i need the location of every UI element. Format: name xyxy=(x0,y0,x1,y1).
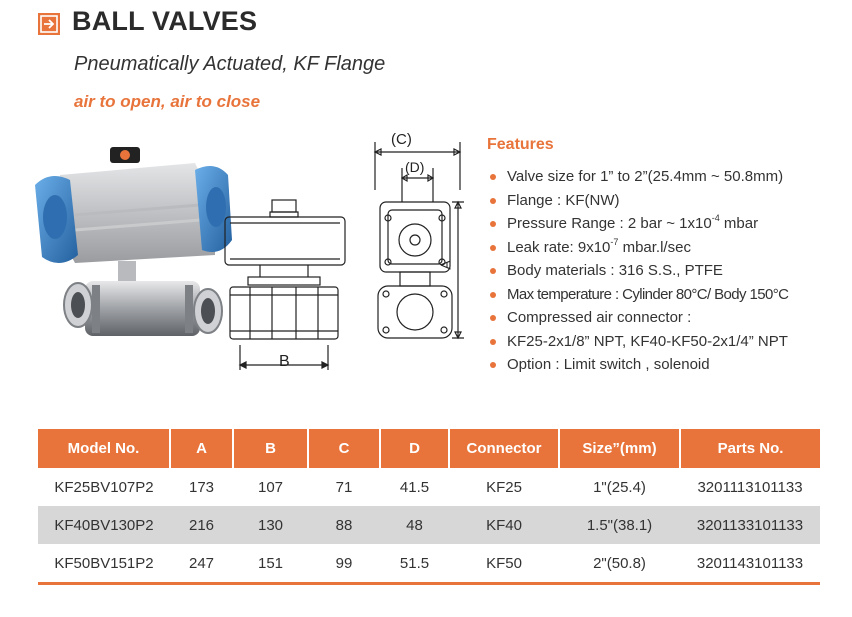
feature-item: KF25-2x1/8” NPT, KF40-KF50-2x1/4” NPT xyxy=(487,330,788,354)
feature-item: Pressure Range : 2 bar ~ $1x10^{-4}$ mbar xyxy=(487,212,788,236)
cell-size: 2"(50.8) xyxy=(593,554,646,572)
features-list xyxy=(487,165,788,377)
table-bottom-rule xyxy=(38,582,820,585)
feature-item: Body materials : 316 S.S., PTFE xyxy=(487,259,788,283)
product-photo xyxy=(30,145,235,370)
cell-model: KF50BV151P2 xyxy=(54,554,154,572)
front-view-drawing xyxy=(220,195,350,377)
table-row xyxy=(38,544,820,582)
table-header-row xyxy=(38,429,820,468)
cell-b: 151 xyxy=(257,554,284,572)
cell-connector: KF25 xyxy=(486,478,522,496)
cell-parts-no: 3201133101133 xyxy=(680,506,820,544)
cell-size: 1"(25.4) xyxy=(593,478,646,496)
header-c: C xyxy=(308,429,380,468)
dimension-label-a: A xyxy=(437,260,454,270)
dimension-label-b: B xyxy=(279,353,290,370)
page-subtitle: Pneumatically Actuated, KF Flange xyxy=(74,53,386,75)
header-b: B xyxy=(233,429,308,468)
cell-parts-no: 3201113101133 xyxy=(697,478,803,496)
cell-connector: KF40 xyxy=(449,506,559,544)
dimension-label-c: (C) xyxy=(391,131,412,148)
arrow-right-box-icon xyxy=(38,13,60,35)
feature-item: Max temperature : Cylinder 80°C/ Body 150°C xyxy=(487,283,788,307)
cell-a: 216 xyxy=(170,506,233,544)
dimension-label-d: (D) xyxy=(405,159,425,175)
cell-size: 1.5"(38.1) xyxy=(559,506,680,544)
cell-model: KF40BV130P2 xyxy=(38,506,170,544)
table-row xyxy=(38,468,820,506)
cell-d: 51.5 xyxy=(399,554,430,572)
cell-b: 130 xyxy=(233,506,308,544)
cell-d: 48 xyxy=(380,506,449,544)
cell-b: 107 xyxy=(257,478,284,496)
cell-parts-no: 3201143101133 xyxy=(696,554,804,572)
header-d: D xyxy=(380,429,449,468)
cell-model: KF25BV107P2 xyxy=(54,478,154,496)
cell-c: 99 xyxy=(335,554,353,572)
tagline: air to open, air to close xyxy=(74,92,261,111)
feature-item: Flange : KF(NW) xyxy=(487,189,788,213)
feature-item: Leak rate: $9x10^{-7}$ mbar.l/sec xyxy=(487,236,788,260)
cell-d: 41.5 xyxy=(399,478,430,496)
header-model: Model No. xyxy=(38,429,170,468)
feature-item: Valve size for 1” to 2”(25.4mm ~ 50.8mm) xyxy=(487,165,788,189)
header-size: Size”(mm) xyxy=(559,429,680,468)
cell-a: 247 xyxy=(188,554,215,572)
features-title: Features xyxy=(487,136,554,153)
feature-item: Option : Limit switch , solenoid xyxy=(487,353,788,377)
cell-c: 88 xyxy=(308,506,380,544)
header-connector: Connector xyxy=(449,429,559,468)
header-parts-no: Parts No. xyxy=(680,429,820,468)
feature-item: Compressed air connector : xyxy=(487,306,788,330)
header-a: A xyxy=(170,429,233,468)
cell-connector: KF50 xyxy=(486,554,522,572)
table-row xyxy=(38,506,820,544)
cell-c: 71 xyxy=(335,478,353,496)
spec-table xyxy=(38,429,820,582)
cell-a: 173 xyxy=(188,478,215,496)
page-title: BALL VALVES xyxy=(72,6,258,36)
